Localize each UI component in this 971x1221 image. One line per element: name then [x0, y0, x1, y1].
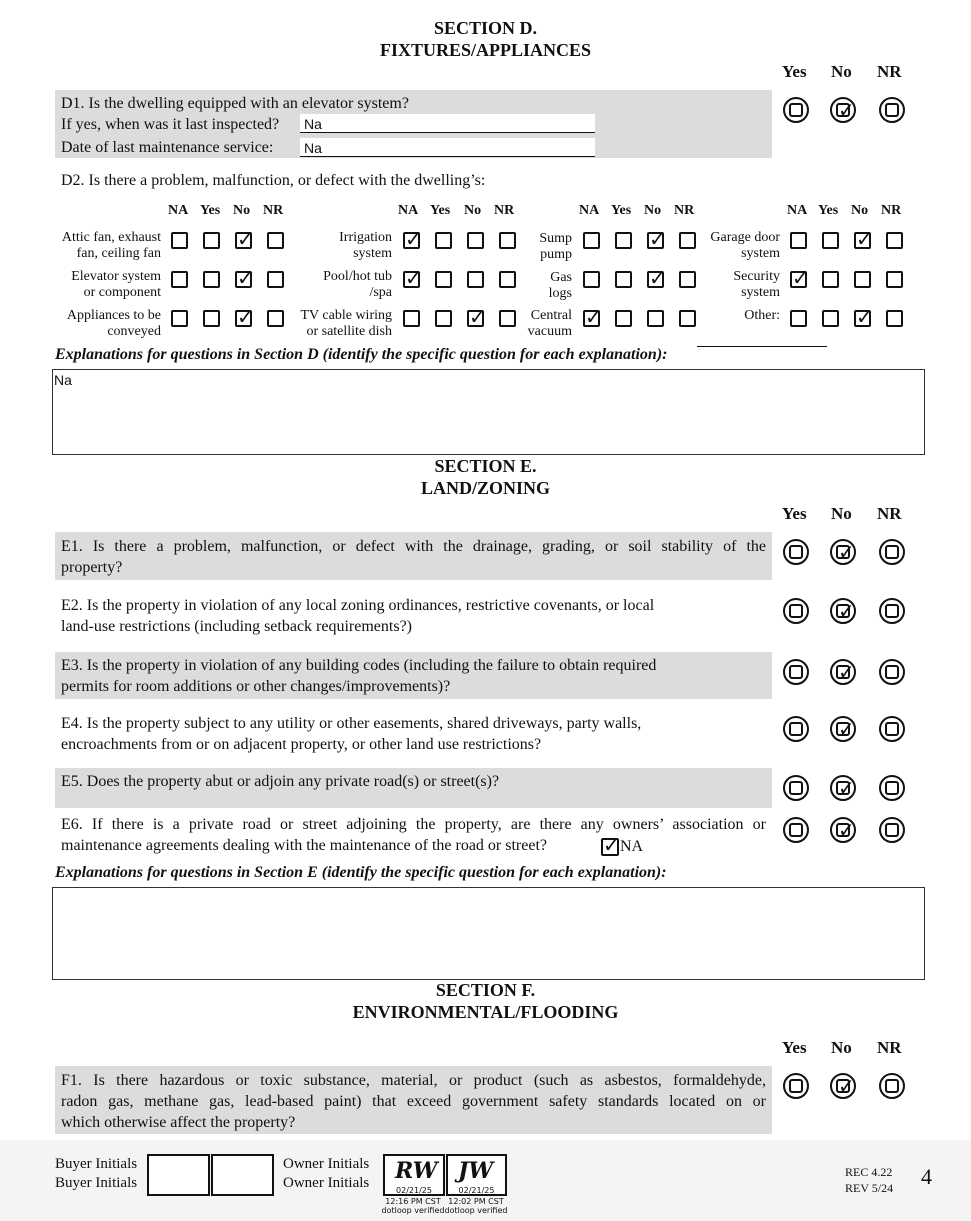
grid4-hdr-nr: NR [881, 203, 902, 218]
grid2-hdr-na: NA [398, 203, 419, 218]
d2-question: D2. Is there a problem, malfunction, or defect with the dwelling’s: [61, 172, 486, 189]
other-underline [697, 346, 827, 347]
grid1-hdr-nr: NR [263, 203, 284, 218]
d1-inspected-label: If yes, when was it last inspected? [61, 116, 280, 133]
e5-yes-checkbox[interactable] [783, 775, 809, 801]
grid3-hdr-nr: NR [674, 203, 695, 218]
grid2-hdr-yes: Yes [430, 203, 451, 218]
d2-item-1-nr-checkbox[interactable] [499, 232, 516, 249]
e4-no-checkbox[interactable] [830, 716, 856, 742]
grid1-hdr-no: No [233, 203, 251, 218]
d2-item-4-na-checkbox[interactable] [171, 271, 188, 288]
f-col-header-nr: NR [877, 1038, 902, 1057]
d2-item-5-nr-checkbox[interactable] [499, 271, 516, 288]
e6-no-checkbox[interactable] [830, 817, 856, 843]
grid3-hdr-no: No [644, 203, 662, 218]
e6-na-label: NA [620, 838, 644, 855]
e1-yes-checkbox[interactable] [783, 539, 809, 565]
d2-item-0-no-checkbox[interactable] [235, 232, 252, 249]
grid2-hdr-no: No [464, 203, 482, 218]
f-col-header-yes: Yes [782, 1038, 807, 1057]
section-e-explain-field[interactable] [52, 887, 925, 980]
d1-maint-field[interactable]: Na [300, 138, 595, 157]
section-f-title: SECTION F. [435, 980, 536, 1000]
buyer-initials-box-2[interactable] [211, 1154, 274, 1196]
f1-yes-checkbox[interactable] [783, 1073, 809, 1099]
col-header-no: No [831, 62, 852, 81]
e3-no-checkbox[interactable] [830, 659, 856, 685]
d2-item-3-na-checkbox[interactable] [790, 232, 807, 249]
d2-item-5-yes-checkbox[interactable] [435, 271, 452, 288]
d2-item-0-yes-checkbox[interactable] [203, 232, 220, 249]
col-header-yes: Yes [782, 62, 807, 81]
item-gas-logs-label: Gas logs [548, 270, 572, 301]
owner-signature-1: RW [395, 1158, 438, 1184]
e2-yes-checkbox[interactable] [783, 598, 809, 624]
d1-yes-checkbox[interactable] [783, 97, 809, 123]
e3-question: E3. Is the property in violation of any building codes (including the failure to obtain required permits for room additions or other changes/improvements)? [61, 657, 657, 695]
d2-item-7-na-checkbox[interactable] [790, 271, 807, 288]
section-f-subtitle: ENVIRONMENTAL/FLOODING [352, 1002, 619, 1022]
section-e-explain-label: Explanations for questions in Section E (identify the specific question for each explanation): [55, 864, 667, 881]
d1-inspected-field[interactable]: Na [300, 114, 595, 133]
f-col-header-no: No [831, 1038, 852, 1057]
e4-question: E4. Is the property subject to any utility or other easements, shared driveways, party walls, encroachments from or on adjacent property, or other land use restrictions? [61, 715, 642, 753]
owner-initials-label: Owner Initials Owner Initials [283, 1156, 370, 1191]
d1-maint-label: Date of last maintenance service: [61, 139, 274, 156]
grid1-hdr-yes: Yes [200, 203, 221, 218]
e6-question: E6. If there is a private road or street adjoining the property, are there any owners’ association or maintenance agreements dealing with the maintenance of the road or street? [61, 816, 766, 854]
e4-yes-checkbox[interactable] [783, 716, 809, 742]
owner-initials-box-1[interactable] [383, 1154, 445, 1196]
d2-item-8-yes-checkbox[interactable] [203, 310, 220, 327]
grid3-hdr-yes: Yes [611, 203, 632, 218]
d2-item-6-no-checkbox[interactable] [647, 271, 664, 288]
buyer-initials-label: Buyer Initials Buyer Initials [55, 1156, 138, 1191]
e5-no-checkbox[interactable] [830, 775, 856, 801]
sig2-stamp: 12:02 PM CST dotloop verified [444, 1197, 508, 1215]
e3-nr-checkbox[interactable] [879, 659, 905, 685]
owner-initials-box-2[interactable] [446, 1154, 507, 1196]
e3-yes-checkbox[interactable] [783, 659, 809, 685]
d2-item-7-yes-checkbox[interactable] [822, 271, 839, 288]
grid4-hdr-yes: Yes [818, 203, 839, 218]
e5-nr-checkbox[interactable] [879, 775, 905, 801]
item-garage-door-label: Garage door system [710, 230, 780, 261]
e6-na-checkbox[interactable] [601, 838, 619, 856]
d1-question: D1. Is the dwelling equipped with an elevator system? [61, 95, 409, 112]
d1-nr-checkbox[interactable] [879, 97, 905, 123]
page-number: 4 [921, 1164, 932, 1189]
d2-item-5-no-checkbox[interactable] [467, 271, 484, 288]
grid2-hdr-nr: NR [494, 203, 515, 218]
f1-nr-checkbox[interactable] [879, 1073, 905, 1099]
d2-item-10-nr-checkbox[interactable] [679, 310, 696, 327]
d2-item-8-nr-checkbox[interactable] [267, 310, 284, 327]
item-appliances-label: Appliances to be conveyed [66, 308, 161, 339]
d2-item-4-nr-checkbox[interactable] [267, 271, 284, 288]
item-pool-label: Pool/hot tub /spa [323, 269, 392, 300]
section-d-explain-label: Explanations for questions in Section D (identify the specific question for each explanation): [55, 346, 668, 363]
e4-nr-checkbox[interactable] [879, 716, 905, 742]
grid1-hdr-na: NA [168, 203, 189, 218]
e1-question: E1. Is there a problem, malfunction, or defect with the drainage, grading, or soil stability of the property? [61, 538, 766, 576]
item-sump-pump-label: Sump pump [539, 231, 572, 262]
d2-item-11-yes-checkbox[interactable] [822, 310, 839, 327]
d2-item-11-nr-checkbox[interactable] [886, 310, 903, 327]
d2-item-1-no-checkbox[interactable] [467, 232, 484, 249]
item-attic-fan-label: Attic fan, exhaust fan, ceiling fan [61, 230, 161, 261]
section-d-title: SECTION D. [433, 18, 538, 38]
grid4-hdr-na: NA [787, 203, 808, 218]
d2-item-10-yes-checkbox[interactable] [615, 310, 632, 327]
d2-item-7-nr-checkbox[interactable] [886, 271, 903, 288]
d2-item-1-na-checkbox[interactable] [403, 232, 420, 249]
d2-item-11-na-checkbox[interactable] [790, 310, 807, 327]
e6-nr-checkbox[interactable] [879, 817, 905, 843]
section-e-subtitle: LAND/ZONING [420, 478, 550, 498]
d2-item-4-yes-checkbox[interactable] [203, 271, 220, 288]
e2-question: E2. Is the property in violation of any local zoning ordinances, restrictive covenants, or local land-use restrictions (including setback requirements?) [61, 597, 655, 635]
d2-item-2-nr-checkbox[interactable] [679, 232, 696, 249]
d2-item-9-na-checkbox[interactable] [403, 310, 420, 327]
owner-signature-2: JW [458, 1158, 494, 1184]
d1-no-checkbox[interactable] [830, 97, 856, 123]
section-d-explain-field[interactable]: Na [52, 369, 925, 455]
d2-item-0-na-checkbox[interactable] [171, 232, 188, 249]
section-e-title: SECTION E. [434, 456, 537, 476]
sig1-stamp: 12:16 PM CST dotloop verified [381, 1197, 445, 1215]
e2-nr-checkbox[interactable] [879, 598, 905, 624]
e2-no-checkbox[interactable] [830, 598, 856, 624]
d2-item-11-no-checkbox[interactable] [854, 310, 871, 327]
grid3-hdr-na: NA [579, 203, 600, 218]
d2-item-9-yes-checkbox[interactable] [435, 310, 452, 327]
f1-no-checkbox[interactable] [830, 1073, 856, 1099]
d2-item-2-yes-checkbox[interactable] [615, 232, 632, 249]
d2-item-9-no-checkbox[interactable] [467, 310, 484, 327]
d2-item-0-nr-checkbox[interactable] [267, 232, 284, 249]
e1-nr-checkbox[interactable] [879, 539, 905, 565]
item-security-label: Security system [733, 269, 780, 300]
d2-item-4-no-checkbox[interactable] [235, 271, 252, 288]
d2-item-8-no-checkbox[interactable] [235, 310, 252, 327]
d2-item-9-nr-checkbox[interactable] [499, 310, 516, 327]
d2-item-10-no-checkbox[interactable] [647, 310, 664, 327]
item-tv-cable-label: TV cable wiring or satellite dish [300, 308, 392, 339]
e1-no-checkbox[interactable] [830, 539, 856, 565]
sig2-date: 02/21/25 [458, 1186, 495, 1195]
d2-item-8-na-checkbox[interactable] [171, 310, 188, 327]
d2-item-7-no-checkbox[interactable] [854, 271, 871, 288]
grid4-hdr-no: No [851, 203, 869, 218]
d2-item-6-na-checkbox[interactable] [583, 271, 600, 288]
d2-item-3-yes-checkbox[interactable] [822, 232, 839, 249]
section-d-subtitle: FIXTURES/APPLIANCES [379, 40, 592, 60]
e-col-header-nr: NR [877, 504, 902, 523]
item-other-label: Other: [744, 308, 780, 323]
item-irrigation-label: Irrigation system [339, 230, 392, 261]
d2-item-2-na-checkbox[interactable] [583, 232, 600, 249]
item-central-vacuum-label: Central vacuum [527, 308, 572, 339]
f1-question: F1. Is there hazardous or toxic substance, material, or product (such as asbestos, formaldehyde, radon gas, methane gas, lead-based paint) that exceed government safety standards located on or which otherwise affect the property? [61, 1072, 766, 1131]
d2-item-6-nr-checkbox[interactable] [679, 271, 696, 288]
buyer-initials-box-1[interactable] [147, 1154, 210, 1196]
e-col-header-no: No [831, 504, 852, 523]
form-code: REC 4.22 REV 5/24 [845, 1165, 894, 1195]
e-col-header-yes: Yes [782, 504, 807, 523]
d2-item-3-no-checkbox[interactable] [854, 232, 871, 249]
sig1-date: 02/21/25 [396, 1186, 432, 1195]
d2-item-2-no-checkbox[interactable] [647, 232, 664, 249]
e6-yes-checkbox[interactable] [783, 817, 809, 843]
d2-item-5-na-checkbox[interactable] [403, 271, 420, 288]
d2-item-6-yes-checkbox[interactable] [615, 271, 632, 288]
d2-item-3-nr-checkbox[interactable] [886, 232, 903, 249]
d2-item-10-na-checkbox[interactable] [583, 310, 600, 327]
e5-question: E5. Does the property abut or adjoin any private road(s) or street(s)? [61, 773, 500, 790]
d2-item-1-yes-checkbox[interactable] [435, 232, 452, 249]
item-elevator-label: Elevator system or component [71, 269, 161, 300]
col-header-nr: NR [877, 62, 902, 81]
